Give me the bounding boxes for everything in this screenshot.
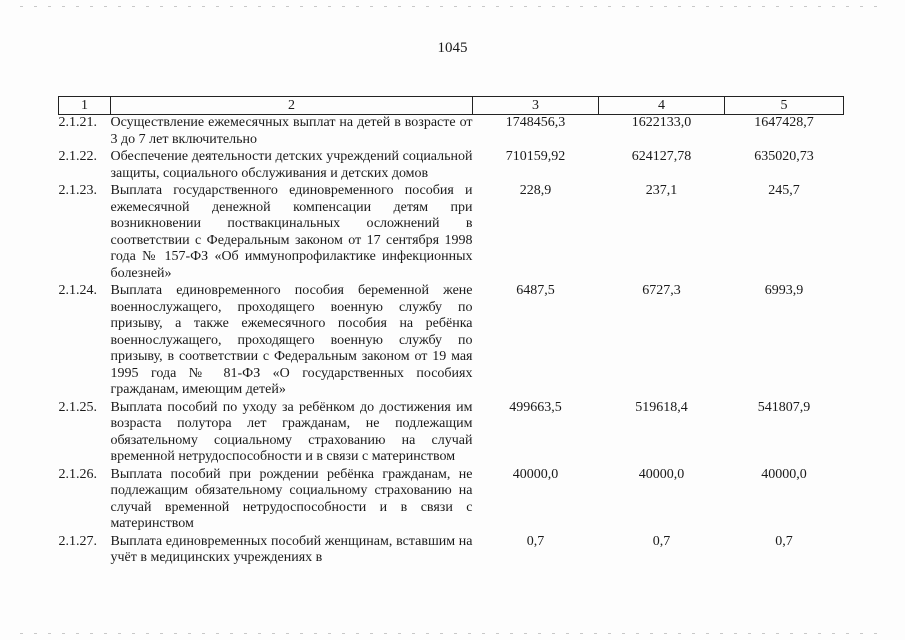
table-row <box>59 149 844 183</box>
scan-edge-top <box>20 6 885 7</box>
row-value-col3: 6487,5 <box>516 283 555 298</box>
row-code: 2.1.26. <box>58 466 97 482</box>
row-value-col4: 519618,4 <box>635 399 688 415</box>
row-value-col5: 245,7 <box>768 183 800 198</box>
row-value-col3: 499663,5 <box>509 399 562 415</box>
table-header-row <box>59 97 844 115</box>
header-col-3: 3 <box>473 97 599 115</box>
row-code: 2.1.27. <box>58 533 97 549</box>
header-col-1: 1 <box>59 97 111 115</box>
row-value-col3: 40000,0 <box>512 466 559 482</box>
row-value-col3: 228,9 <box>519 183 552 198</box>
row-value-col3: 0,7 <box>526 533 545 549</box>
row-name: Выплата государственного единовременного пособия и ежемесячной денежной компенсации детям при возникновении поствакцинальных осложнений в соответствии с Федеральным законом от 17 сентября 1998 года № 157-ФЗ «Об иммунопрофилактике инфекционных болезней» <box>110 183 473 281</box>
row-value-col3: 1748456,3 <box>505 115 566 130</box>
row-value-col5: 6993,9 <box>764 283 804 298</box>
header-col-4: 4 <box>599 97 725 115</box>
row-value-col5: 40000,0 <box>761 466 807 482</box>
row-name: Выплата пособий при рождении ребёнка гражданам, не подлежащим обязательному социальному страхованию на случай временной нетрудоспособности и в связи с материнством <box>110 466 473 531</box>
table-row <box>59 400 844 467</box>
scan-edge-bottom <box>20 633 885 634</box>
row-value-col4: 6727,3 <box>642 283 681 298</box>
row-name: Осуществление ежемесячных выплат на детей в возрасте от 3 до 7 лет включительно <box>110 115 473 147</box>
row-value-col5: 635020,73 <box>754 149 814 164</box>
row-value-col4: 40000,0 <box>638 466 685 482</box>
row-code: 2.1.21. <box>58 115 97 130</box>
row-name: Выплата единовременных пособий женщинам, вставшим на учёт в медицинских учреждениях в <box>110 533 473 565</box>
table-row <box>59 534 844 568</box>
row-code: 2.1.23. <box>58 183 97 198</box>
row-code: 2.1.24. <box>58 283 97 298</box>
row-value-col5: 1647428,7 <box>754 115 814 130</box>
row-value-col4: 0,7 <box>652 533 671 549</box>
header-col-5: 5 <box>725 97 844 115</box>
row-code: 2.1.25. <box>58 399 97 415</box>
row-code: 2.1.22. <box>58 149 97 164</box>
row-name: Выплата единовременного пособия беременной жене военнослужащего, проходящего военную службу по призыву, а также ежемесячного пособия на ребёнка военнослужащего, проходящего военную службу по призыву, в соответствии с Федеральным законом от 19 мая 1995 года № 81-ФЗ «О государственных пособиях гражданам, имеющим детей» <box>110 283 473 397</box>
row-name: Выплата пособий по уходу за ребёнком до достижения им возраста полутора лет гражданам, не подлежащим обязательному социальному страхованию на случай временной нетрудоспособности и в связи с материнством <box>110 399 473 464</box>
row-value-col5: 0,7 <box>775 533 793 549</box>
table-row <box>59 183 844 283</box>
row-value-col3: 710159,92 <box>505 149 566 164</box>
row-value-col4: 1622133,0 <box>631 115 692 130</box>
row-value-col4: 237,1 <box>645 183 678 198</box>
header-col-2: 2 <box>111 97 473 115</box>
table-row <box>59 467 844 534</box>
row-value-col4: 624127,78 <box>631 149 692 164</box>
page-number: 1045 <box>437 40 468 56</box>
row-value-col5: 541807,9 <box>757 399 811 415</box>
table-row <box>59 115 844 150</box>
row-name: Обеспечение деятельности детских учреждений социальной защиты, социального обслуживания и детских домов <box>110 149 473 181</box>
budget-table <box>58 96 844 568</box>
table-row <box>59 283 844 400</box>
